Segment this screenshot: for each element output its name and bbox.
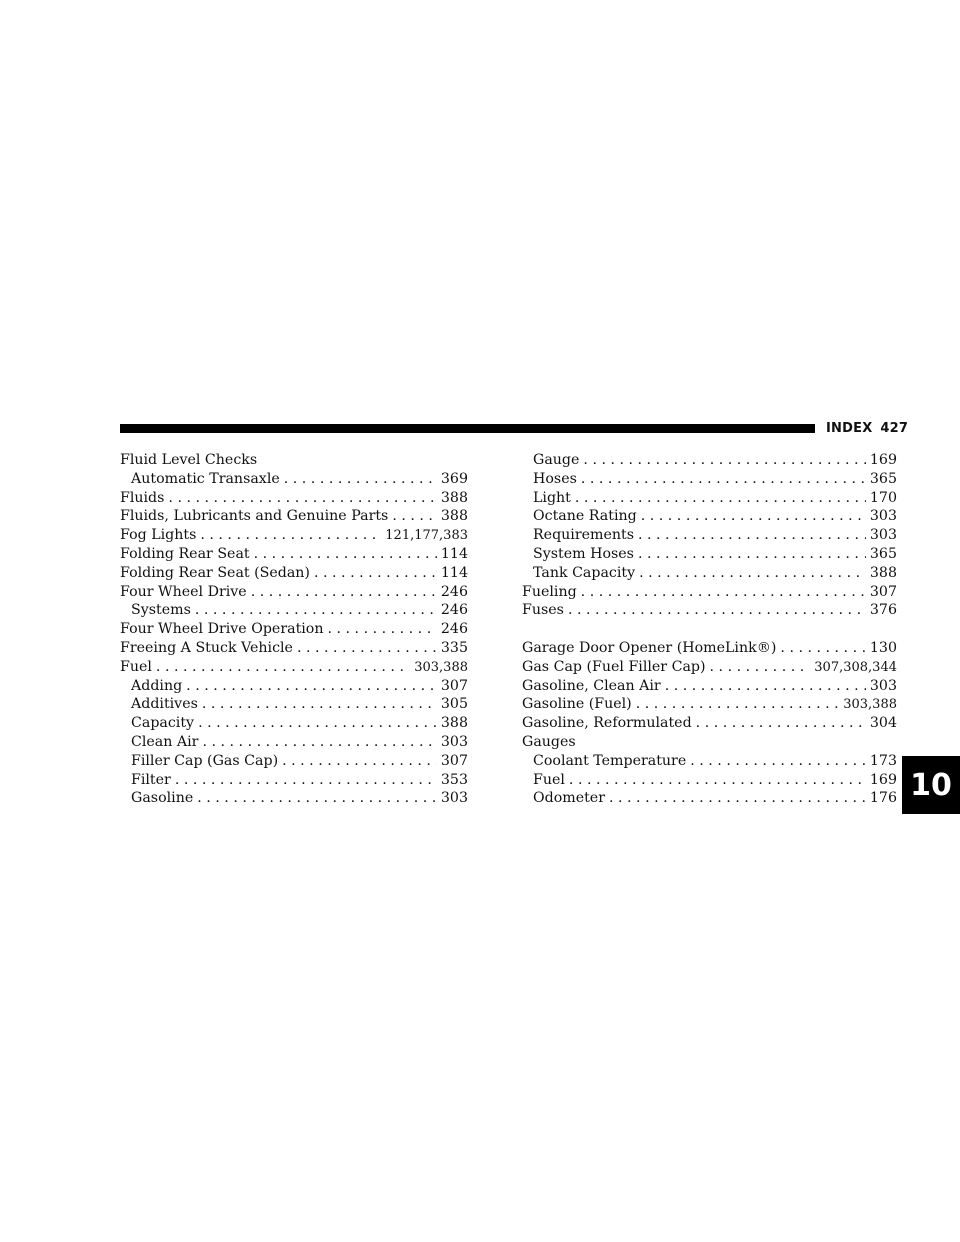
dot-leader xyxy=(200,526,381,545)
section-label: INDEX xyxy=(826,421,873,436)
index-term: Tank Capacity xyxy=(533,564,636,581)
index-page-ref: 303 xyxy=(440,733,468,750)
index-page-ref: 369 xyxy=(440,470,468,487)
index-entry xyxy=(522,789,897,808)
index-page-ref: 307 xyxy=(440,677,468,694)
dot-leader xyxy=(202,733,436,752)
dot-leader xyxy=(609,789,866,808)
index-entry xyxy=(120,620,468,639)
index-page-ref: 376 xyxy=(869,602,897,619)
index-term: Gasoline (Fuel) xyxy=(522,696,632,713)
dot-leader xyxy=(284,470,437,489)
dot-leader xyxy=(197,789,437,808)
index-entry xyxy=(522,470,897,489)
index-term: Octane Rating xyxy=(533,508,637,525)
index-page-ref: 170 xyxy=(869,489,897,506)
dot-leader xyxy=(569,771,866,790)
index-term: Fuel xyxy=(120,658,152,675)
index-column-right xyxy=(522,451,897,808)
index-page-ref: 246 xyxy=(440,621,468,638)
index-entry xyxy=(120,526,468,545)
index-page-ref: 114 xyxy=(440,564,468,581)
index-entry xyxy=(120,507,468,526)
index-entry xyxy=(120,733,468,752)
dot-leader xyxy=(583,451,865,470)
index-term: Fuses xyxy=(522,602,564,619)
index-page-ref: 173 xyxy=(869,752,897,769)
index-entry xyxy=(522,601,897,620)
index-term: Automatic Transaxle xyxy=(131,470,280,487)
index-term: Adding xyxy=(131,677,183,694)
dot-leader xyxy=(392,507,437,526)
index-term: Systems xyxy=(131,602,191,619)
index-entry xyxy=(120,789,468,808)
dot-leader xyxy=(198,714,437,733)
index-term: Folding Rear Seat (Sedan) xyxy=(120,564,310,581)
dot-leader xyxy=(254,545,437,564)
index-entry xyxy=(120,771,468,790)
index-term: Fluids xyxy=(120,489,165,506)
header-rule xyxy=(120,424,815,433)
dot-leader xyxy=(690,752,866,771)
index-entry xyxy=(522,620,897,658)
running-header xyxy=(826,421,908,436)
index-entry xyxy=(120,545,468,564)
index-term: Fog Lights xyxy=(120,527,197,544)
index-term: Four Wheel Drive Operation xyxy=(120,621,324,638)
index-term: Gauges xyxy=(522,733,576,750)
dot-leader xyxy=(186,677,437,696)
page-number: 427 xyxy=(880,421,909,436)
index-entry xyxy=(522,507,897,526)
dot-leader xyxy=(641,507,866,526)
index-page-ref: 114 xyxy=(440,545,468,562)
index-term: Garage Door Opener (HomeLink®) xyxy=(522,639,777,656)
index-term: Gauge xyxy=(533,452,580,468)
index-term: Coolant Temperature xyxy=(533,752,687,769)
index-entry xyxy=(120,639,468,658)
index-page-ref: 307,308,344 xyxy=(814,659,897,675)
index-term: Hoses xyxy=(533,470,577,487)
index-entry xyxy=(522,451,897,470)
index-entry xyxy=(120,564,468,583)
index-entry xyxy=(522,489,897,508)
index-page-ref: 303 xyxy=(869,508,897,525)
index-term: Requirements xyxy=(533,527,634,544)
index-entry xyxy=(120,714,468,733)
dot-leader xyxy=(156,658,410,677)
index-page-ref: 365 xyxy=(869,470,897,487)
index-entry xyxy=(120,601,468,620)
index-page-ref: 388 xyxy=(440,489,468,506)
index-page-ref: 169 xyxy=(869,452,897,468)
index-term: Additives xyxy=(131,696,198,713)
dot-leader xyxy=(282,752,437,771)
dot-leader xyxy=(636,695,840,714)
dot-leader xyxy=(195,601,437,620)
dot-leader xyxy=(639,564,866,583)
index-term: Fluid Level Checks xyxy=(120,452,258,468)
index-entry xyxy=(522,658,897,677)
index-page-ref: 121,177,383 xyxy=(385,528,468,544)
index-term: Filler Cap (Gas Cap) xyxy=(131,752,279,769)
index-entry xyxy=(120,658,468,677)
dot-leader xyxy=(168,489,436,508)
index-page-ref: 246 xyxy=(440,583,468,600)
index-term: Fueling xyxy=(522,583,577,600)
index-entry xyxy=(522,583,897,602)
index-page-ref: 303,388 xyxy=(843,697,897,713)
dot-leader xyxy=(638,545,866,564)
index-term: Folding Rear Seat xyxy=(120,545,250,562)
index-entry xyxy=(522,526,897,545)
dot-leader xyxy=(202,695,437,714)
index-term: Odometer xyxy=(533,790,605,807)
index-entry xyxy=(522,564,897,583)
dot-leader xyxy=(581,470,866,489)
dot-leader xyxy=(297,639,437,658)
dot-leader xyxy=(327,620,436,639)
dot-leader xyxy=(780,639,865,658)
index-page-ref: 303 xyxy=(869,527,897,544)
index-entry xyxy=(522,677,897,696)
index-page-ref: 307 xyxy=(869,583,897,600)
index-term: System Hoses xyxy=(533,545,634,562)
index-column-left xyxy=(120,451,468,808)
index-term: Capacity xyxy=(131,715,195,732)
dot-leader xyxy=(314,564,437,583)
index-term: Fluids, Lubricants and Genuine Parts xyxy=(120,508,389,525)
index-term: Fuel xyxy=(533,771,565,788)
dot-leader xyxy=(696,714,866,733)
index-page-ref: 365 xyxy=(869,545,897,562)
index-page-ref: 335 xyxy=(440,639,468,656)
index-entry xyxy=(120,451,468,470)
index-page-ref: 176 xyxy=(869,790,897,807)
index-entry xyxy=(522,714,897,733)
dot-leader xyxy=(638,526,866,545)
index-page-ref: 388 xyxy=(440,508,468,525)
chapter-tab: 10 xyxy=(902,756,960,814)
index-page-ref: 304 xyxy=(869,715,897,732)
index-term: Gasoline xyxy=(131,790,194,807)
index-page-ref: 303 xyxy=(440,790,468,807)
dot-leader xyxy=(175,771,437,790)
index-entry xyxy=(120,752,468,771)
index-entry xyxy=(120,677,468,696)
index-entry xyxy=(120,489,468,508)
index-page-ref: 130 xyxy=(869,639,897,656)
index-page-ref: 388 xyxy=(440,715,468,732)
index-term: Clean Air xyxy=(131,733,199,750)
index-page-ref: 388 xyxy=(869,564,897,581)
index-page-ref: 169 xyxy=(869,771,897,788)
dot-leader xyxy=(581,583,866,602)
index-term: Light xyxy=(533,489,571,506)
dot-leader xyxy=(568,601,866,620)
index-term: Freeing A Stuck Vehicle xyxy=(120,639,293,656)
index-page-ref: 303 xyxy=(869,677,897,694)
dot-leader xyxy=(710,658,811,677)
index-entry xyxy=(522,545,897,564)
index-page-ref: 303,388 xyxy=(414,659,468,675)
index-entry xyxy=(522,695,897,714)
index-entry xyxy=(522,771,897,790)
dot-leader xyxy=(665,677,866,696)
index-entry xyxy=(522,733,897,752)
index-term: Filter xyxy=(131,771,171,788)
index-entry xyxy=(120,470,468,489)
dot-leader xyxy=(575,489,866,508)
index-term: Gasoline, Reformulated xyxy=(522,715,692,732)
index-entry xyxy=(522,752,897,771)
index-term: Gas Cap (Fuel Filler Cap) xyxy=(522,658,706,675)
index-page-ref: 246 xyxy=(440,602,468,619)
index-term: Four Wheel Drive xyxy=(120,583,247,600)
index-entry xyxy=(120,583,468,602)
index-page-ref: 307 xyxy=(440,752,468,769)
index-page-ref: 305 xyxy=(440,696,468,713)
index-term: Gasoline, Clean Air xyxy=(522,677,661,694)
index-page-ref: 353 xyxy=(440,771,468,788)
dot-leader xyxy=(251,583,437,602)
index-entry xyxy=(120,695,468,714)
